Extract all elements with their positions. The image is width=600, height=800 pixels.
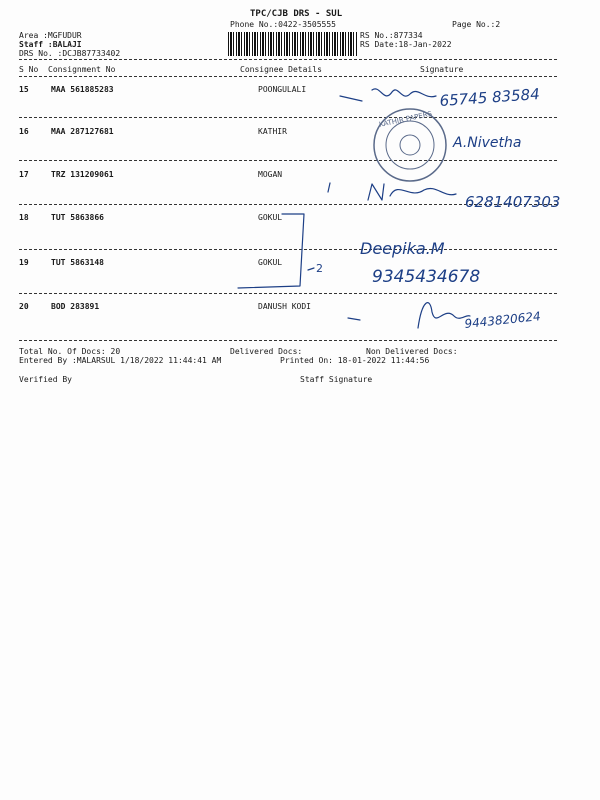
row-sno: 15 bbox=[19, 85, 29, 94]
row-sno: 18 bbox=[19, 213, 29, 222]
row-consignment: TUT 5863148 bbox=[51, 258, 104, 267]
row-consignee: DANUSH KODI bbox=[258, 302, 311, 311]
handwritten-phone: 6281407303 bbox=[465, 193, 561, 211]
row-consignee: GOKUL bbox=[258, 213, 283, 222]
drs-number: DRS No. :DCJB87733402 bbox=[19, 49, 121, 58]
row-consignment: TRZ 131209061 bbox=[51, 170, 114, 179]
dash-mark bbox=[308, 268, 314, 270]
phone-number: Phone No.:0422-3505555 bbox=[230, 20, 336, 29]
rs-number: RS No.:877334 bbox=[360, 31, 423, 40]
handwritten-phone: 65745 83584 bbox=[439, 85, 541, 110]
area-field: Area :MGFUDUR bbox=[19, 31, 82, 40]
dash-mark bbox=[348, 318, 360, 320]
column-header-consignee: Consignee Details bbox=[240, 65, 322, 74]
entered-by: Entered By :MALARSUL 1/18/2022 11:44:41 AM bbox=[19, 356, 222, 365]
row-consignee: GOKUL bbox=[258, 258, 283, 267]
row-sno: 20 bbox=[19, 302, 29, 311]
row-consignment: TUT 5863866 bbox=[51, 213, 104, 222]
table-bottom-rule bbox=[19, 340, 557, 341]
row-consignment: BOD 283891 bbox=[51, 302, 100, 311]
signature-scribble bbox=[368, 184, 456, 200]
rs-date: RS Date:18-Jan-2022 bbox=[360, 40, 452, 49]
signature-scribble bbox=[372, 89, 436, 97]
row-sno: 17 bbox=[19, 170, 29, 179]
row-consignment: MAA 287127681 bbox=[51, 127, 114, 136]
bracket-mark bbox=[238, 214, 304, 288]
handwritten-phone: 9443820624 bbox=[463, 309, 542, 331]
non-delivered-docs: Non Delivered Docs: bbox=[366, 347, 458, 356]
stamp-text: KATHIR PAPERS bbox=[378, 109, 433, 129]
row-sno: 16 bbox=[19, 127, 29, 136]
staff-field: Staff :BALAJI bbox=[19, 40, 82, 49]
signature-scribble bbox=[418, 303, 470, 328]
row-consignee: KATHIR bbox=[258, 127, 287, 136]
row-consignment: MAA 561885283 bbox=[51, 85, 114, 94]
row-sno: 19 bbox=[19, 258, 29, 267]
page-number: Page No.:2 bbox=[452, 20, 501, 29]
total-docs: Total No. Of Docs: 20 bbox=[19, 347, 121, 356]
document-title: TPC/CJB DRS - SUL bbox=[250, 9, 343, 19]
staff-signature-label: Staff Signature bbox=[300, 375, 373, 384]
tick-mark bbox=[328, 183, 330, 192]
handwritten-signatures bbox=[0, 0, 600, 340]
row-consignee: MOGAN bbox=[258, 170, 283, 179]
column-header-consignment: Consignment No bbox=[48, 65, 116, 74]
handwritten-phone: 9345434678 bbox=[372, 267, 481, 287]
delivered-docs: Delivered Docs: bbox=[230, 347, 303, 356]
verified-by: Verified By bbox=[19, 375, 72, 384]
column-header-sno: S No bbox=[19, 65, 39, 74]
column-header-signature: Signature bbox=[420, 65, 464, 74]
handwritten-name: Deepika.M bbox=[360, 239, 445, 258]
row-consignee: POONGULALI bbox=[258, 85, 307, 94]
bracket-number: 2 bbox=[316, 262, 323, 275]
printed-on: Printed On: 18-01-2022 11:44:56 bbox=[280, 356, 430, 365]
dash-mark bbox=[340, 96, 362, 101]
handwritten-name: A.Nivetha bbox=[453, 135, 522, 151]
company-stamp bbox=[374, 109, 446, 181]
